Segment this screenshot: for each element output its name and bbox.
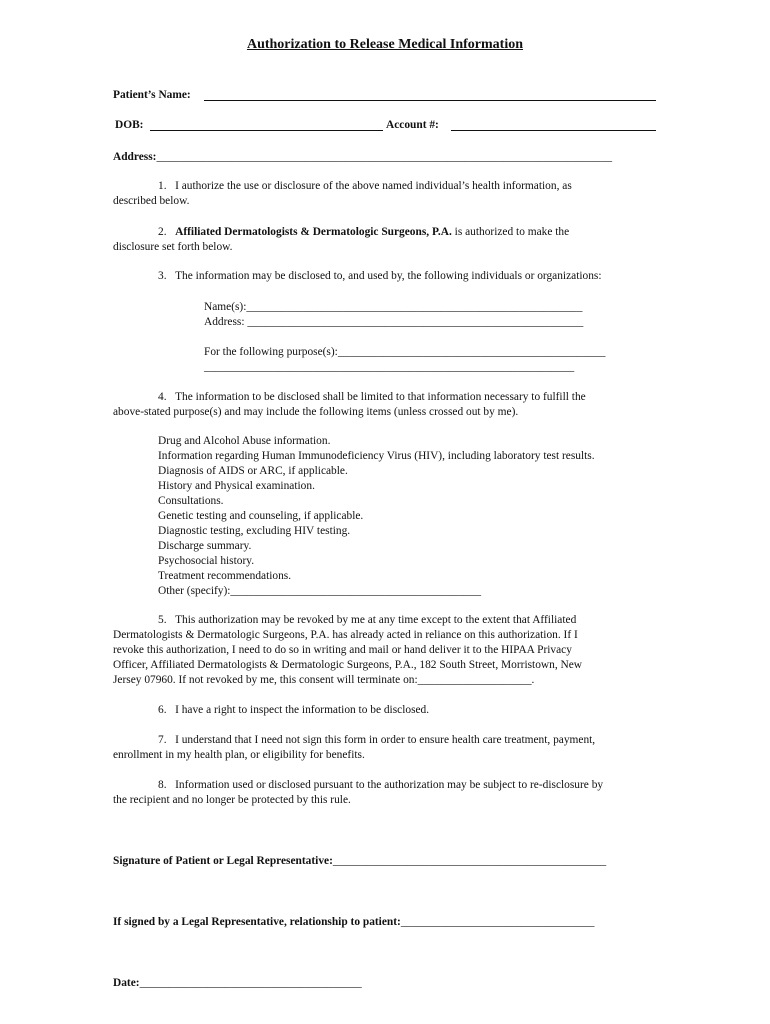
list-item: Psychosocial history. xyxy=(158,555,255,567)
page-title: Authorization to Release Medical Information xyxy=(246,37,524,52)
purpose-field[interactable]: For the following purpose(s):_______________________________________________ xyxy=(204,346,606,358)
purpose-field-cont[interactable]: _________________________________________________________________ xyxy=(204,361,575,373)
item-8-cont: the recipient and no longer be protected by this rule. xyxy=(113,794,351,806)
patient-name-label: Patient’s Name: xyxy=(113,89,191,101)
item-8: 8. Information used or disclosed pursuant to the authorization may be subject to re-disclosure by xyxy=(158,779,604,791)
list-item: Diagnostic testing, excluding HIV testing. xyxy=(158,525,351,537)
list-item: Drug and Alcohol Abuse information. xyxy=(158,435,331,447)
practice-name: Affiliated Dermatologists & Dermatologic Surgeons, P.A. xyxy=(175,226,452,238)
list-item: Consultations. xyxy=(158,495,224,507)
item-6: 6. I have a right to inspect the information to be disclosed. xyxy=(158,704,430,716)
date-label: Date: xyxy=(113,977,140,989)
list-item: History and Physical examination. xyxy=(158,480,315,492)
item-7: 7. I understand that I need not sign this form in order to ensure health care treatment, payment, xyxy=(158,734,596,746)
item-5-line-4: Officer, Affiliated Dermatologists & Dermatologic Surgeons, P.A., 182 South Street, Morristown, New xyxy=(113,659,583,671)
account-label: Account #: xyxy=(386,119,439,131)
list-item: Genetic testing and counseling, if applicable. xyxy=(158,510,364,522)
relationship-field[interactable]: __________________________________ xyxy=(400,916,595,928)
item-4-cont: above-stated purpose(s) and may include the following items (unless crossed out by me). xyxy=(113,406,519,418)
relationship-label: If signed by a Legal Representative, relationship to patient: xyxy=(113,916,401,928)
date-field[interactable]: _______________________________________ xyxy=(139,977,362,989)
list-item: Information regarding Human Immunodeficiency Virus (HIV), including laboratory test results. xyxy=(158,450,595,462)
item-1-cont: described below. xyxy=(113,195,190,207)
item-2: 2. Affiliated Dermatologists & Dermatologic Surgeons, P.A. is authorized to make the xyxy=(158,226,570,238)
recipient-address-field[interactable]: Address: ___________________________________________________________ xyxy=(204,316,584,328)
relationship-row[interactable] xyxy=(113,915,594,930)
list-item: Discharge summary. xyxy=(158,540,252,552)
list-item: Treatment recommendations. xyxy=(158,570,292,582)
signature-row[interactable] xyxy=(113,854,606,869)
date-row[interactable] xyxy=(113,976,362,991)
item-2-cont: disclosure set forth below. xyxy=(113,241,233,253)
other-specify-field[interactable]: Other (specify):____________________________________________ xyxy=(158,585,482,597)
dob-label: DOB: xyxy=(115,119,144,131)
item-3: 3. The information may be disclosed to, and used by, the following individuals or organizations: xyxy=(158,270,602,282)
recipient-names-field[interactable]: Name(s):___________________________________________________________ xyxy=(204,301,583,313)
account-field[interactable] xyxy=(451,130,656,131)
item-4: 4. The information to be disclosed shall be limited to that information necessary to fulfill the xyxy=(158,391,586,403)
item-7-cont: enrollment in my health plan, or eligibility for benefits. xyxy=(113,749,365,761)
item-5: 5. This authorization may be revoked by me at any time except to the extent that Affiliated xyxy=(158,614,577,626)
patient-name-field[interactable] xyxy=(204,100,656,101)
signature-label: Signature of Patient or Legal Representative: xyxy=(113,855,333,867)
address-row[interactable] xyxy=(113,150,612,165)
item-5-line-2: Dermatologists & Dermatologic Surgeons, P.A. has already acted in reliance on this authorization. If I xyxy=(113,629,578,641)
info-items-list xyxy=(158,434,595,599)
address-field[interactable]: ________________________________________________________________________________ xyxy=(156,151,613,163)
list-item: Diagnosis of AIDS or ARC, if applicable. xyxy=(158,465,348,477)
dob-field[interactable] xyxy=(150,130,383,131)
item-1: 1. I authorize the use or disclosure of the above named individual’s health information, as xyxy=(158,180,572,192)
item-5-line-5: Jersey 07960. If not revoked by me, this consent will terminate on:____________________. xyxy=(113,674,535,686)
item-5-line-3: revoke this authorization, I need to do so in writing and mail or hand deliver it to the HIPAA Privacy xyxy=(113,644,572,656)
signature-field[interactable]: ________________________________________________ xyxy=(332,855,607,867)
address-label: Address: xyxy=(113,151,157,163)
